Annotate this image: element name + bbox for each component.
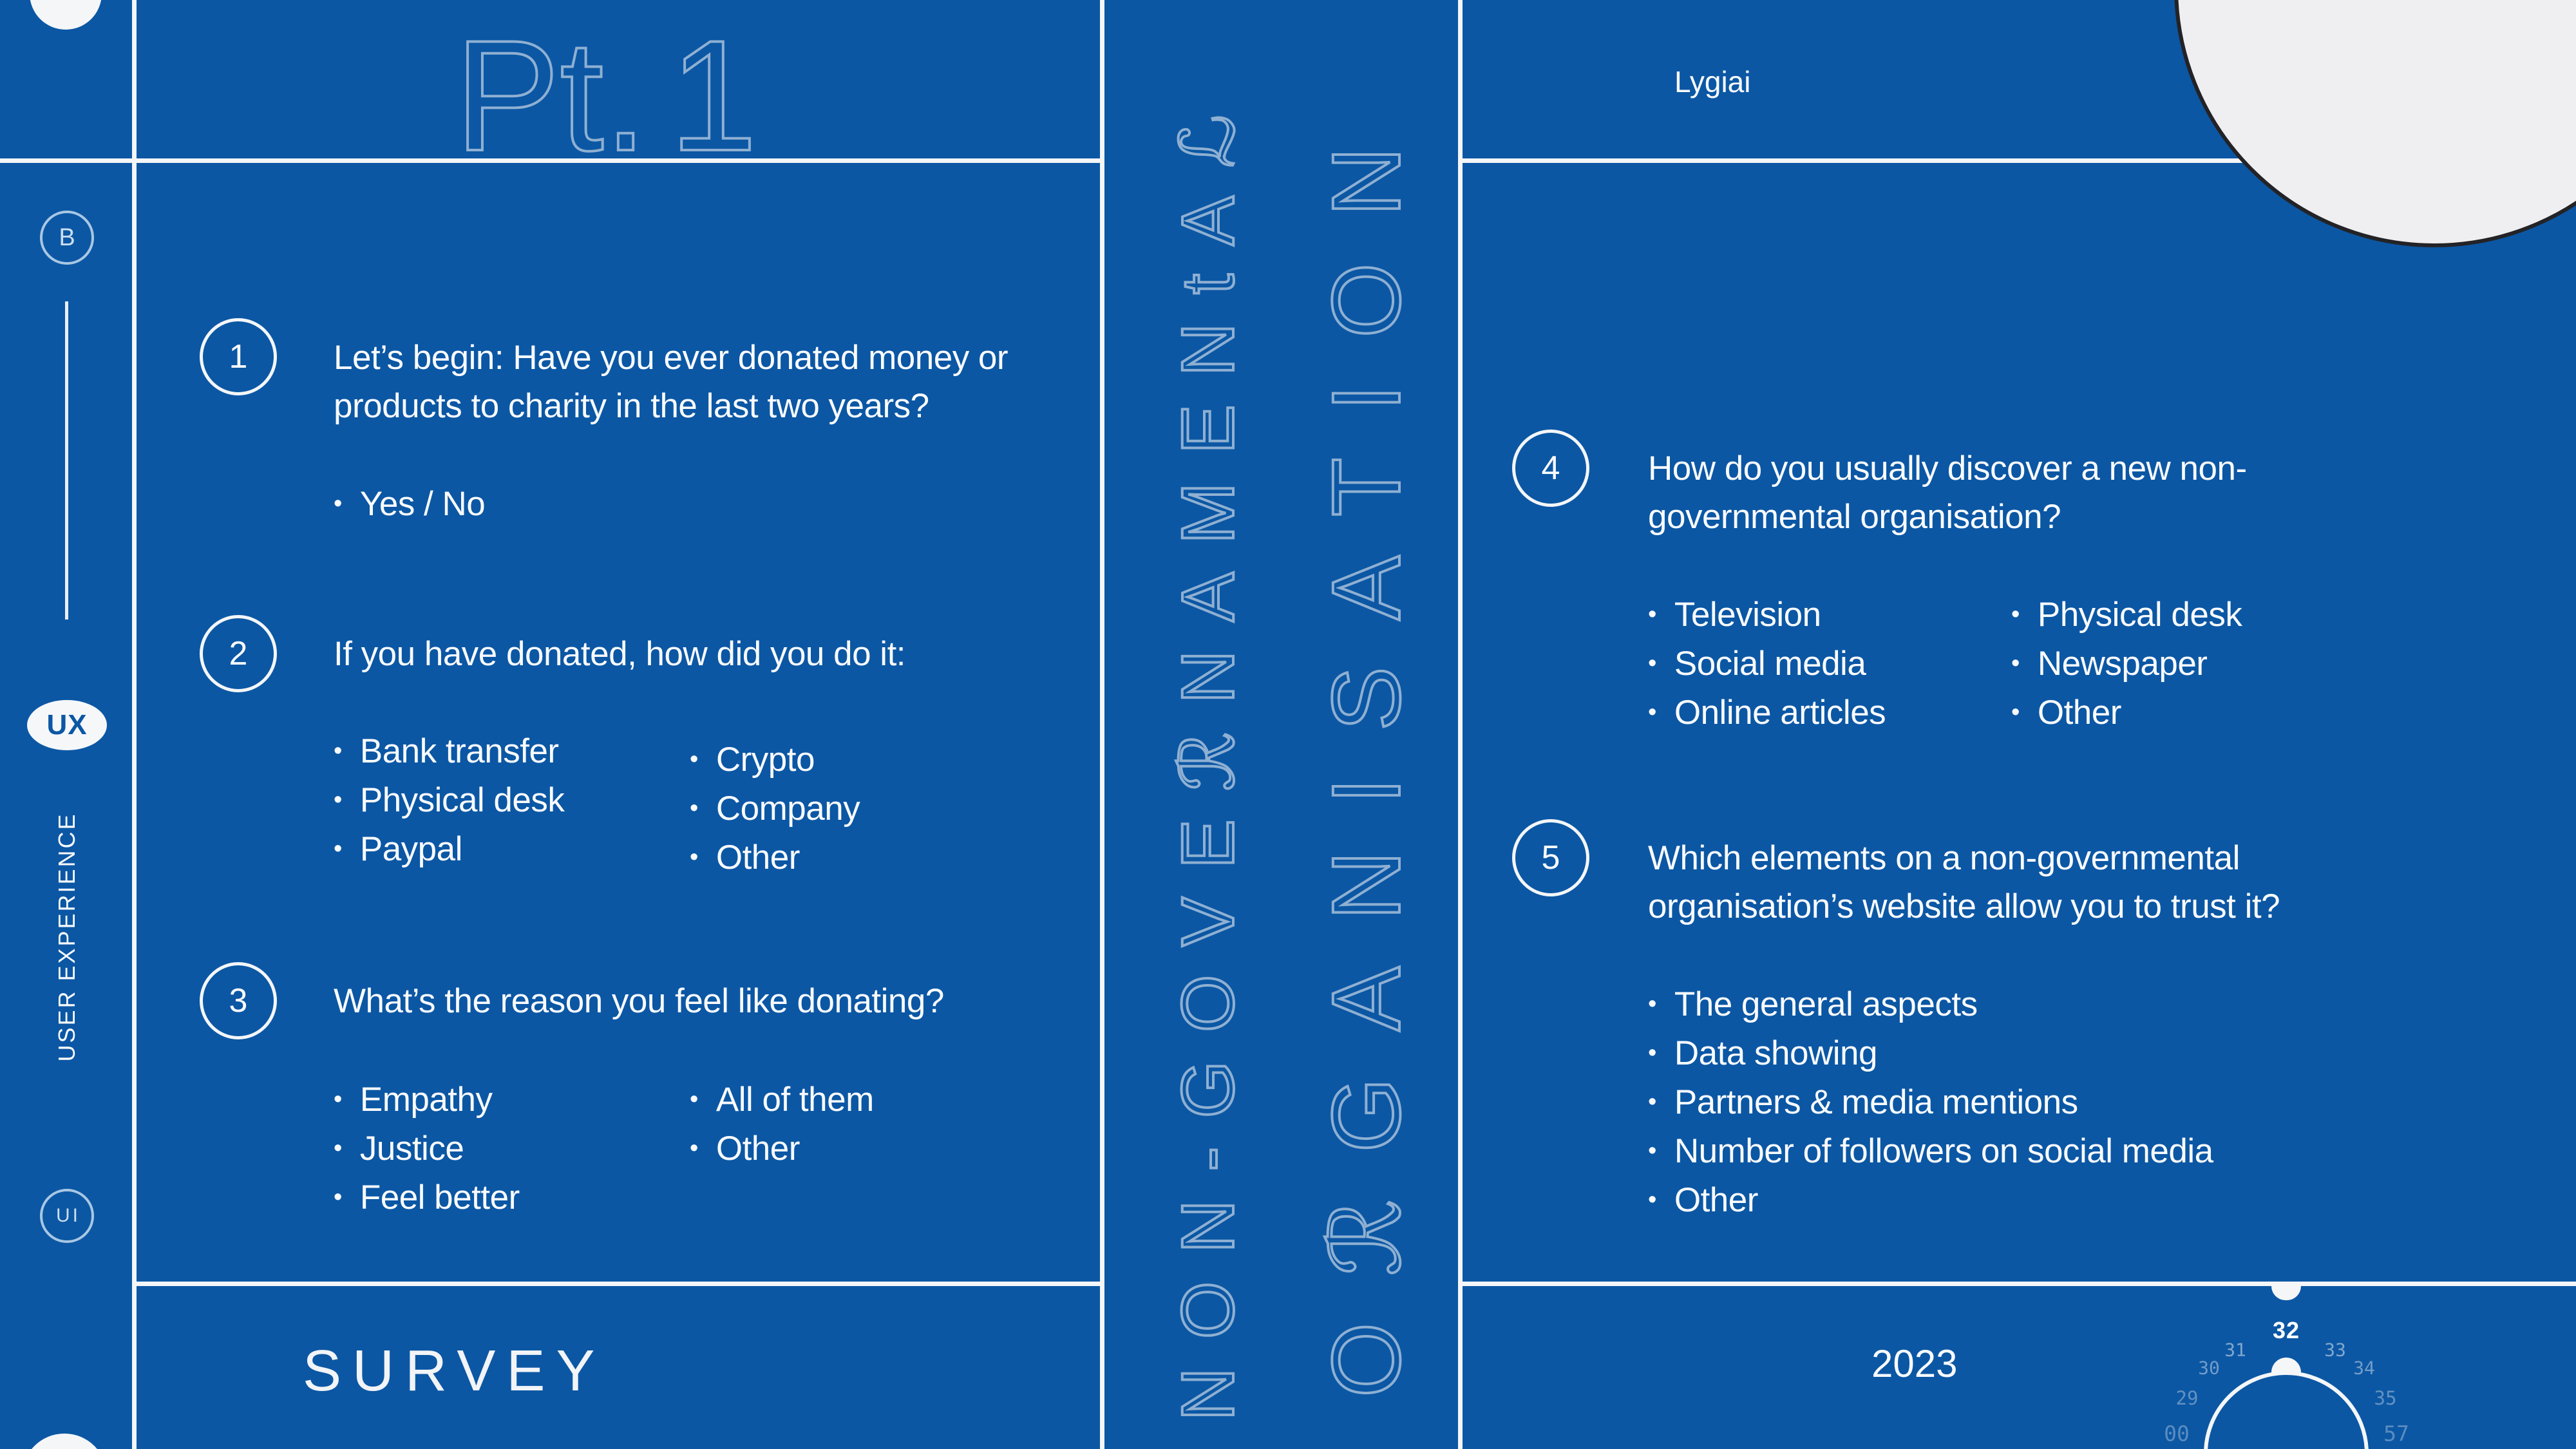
option-company: • Company [690,784,860,833]
option-partners-media: • Partners & media mentions [1648,1077,2213,1126]
banner-right-border-line [1458,0,1463,1449]
question-5-line-2: organisation’s website allow you to trust it? [1648,887,2280,925]
question-1-number: 1 [229,338,248,375]
dial-knob-marker [2271,1358,2301,1373]
dial-value-34: 34 [2353,1357,2375,1379]
option-all-of-them: • All of them [690,1075,874,1124]
question-5-number-circle [1512,819,1589,896]
question-3-text [334,977,944,1025]
time-dial-circle [2204,1371,2369,1449]
question-3-line-1: What’s the reason you feel like donating? [334,982,944,1020]
dial-value-31: 31 [2224,1339,2246,1361]
b-badge [40,211,94,265]
question-4-line-1: How do you usually discover a new non- [1648,450,2247,488]
question-2-options-col2 [690,735,860,882]
dial-value-30: 30 [2198,1357,2220,1379]
ui-badge-label: UI [56,1205,80,1226]
bottom-rule-right [1463,1282,2576,1286]
banner-word-organisation: OℛGANISATION [1312,100,1420,1398]
banner-left-border-line [1100,0,1104,1449]
dial-selected-value: 32 [2272,1317,2300,1343]
question-1-text [334,334,1008,430]
dial-value-00: 00 [2164,1421,2190,1446]
question-1-line-1: Let’s begin: Have you ever donated money or [334,339,1009,377]
option-physical-desk: • Physical desk [334,775,564,824]
question-2-number-circle [200,615,277,692]
option-general-aspects: • The general aspects [1648,980,2213,1028]
option-other: • Other [690,1124,874,1173]
question-4-options-col2 [2011,590,2242,737]
option-other: • Other [2011,688,2242,737]
brand-name: Lygiai [1674,65,1751,99]
question-2-number: 2 [229,635,248,672]
part-title-number: 1 [669,7,757,184]
option-physical-desk: • Physical desk [2011,590,2242,639]
question-5-number: 5 [1541,839,1560,876]
question-4-number: 4 [1541,450,1560,487]
dial-value-33: 33 [2324,1339,2346,1361]
option-followers: • Number of followers on social media [1648,1126,2213,1175]
option-newspaper: • Newspaper [2011,639,2242,688]
dial-top-marker [2271,1286,2301,1300]
option-empathy: • Empathy [334,1075,520,1124]
top-right-paper-circle [2174,0,2576,247]
ux-badge [27,700,107,750]
option-justice: • Justice [334,1124,520,1173]
option-other: • Other [690,833,860,882]
question-3-number-circle [200,962,277,1039]
option-crypto: • Crypto [690,735,860,784]
top-left-circle [30,0,102,30]
question-3-number: 3 [229,982,248,1019]
bottom-rule-left [137,1282,1100,1286]
question-5-options [1648,980,2213,1224]
option-feel-better: • Feel better [334,1173,520,1222]
survey-title: SURVEY [303,1339,606,1403]
part-title-prefix: Pt. [455,7,648,184]
question-1-line-2: products to charity in the last two years? [334,387,929,425]
question-4-number-circle [1512,430,1589,507]
question-2-options-col1 [334,726,564,873]
question-3-options-col1 [334,1075,520,1222]
part-title [455,7,757,184]
dial-value-35: 35 [2374,1387,2397,1409]
question-1-number-circle [200,318,277,395]
question-4-line-2: governmental organisation? [1648,498,2061,536]
question-1-options [334,479,485,528]
b-badge-label: B [59,223,75,251]
ux-badge-label: UX [46,709,88,741]
option-yes-no: • Yes / No [334,479,485,528]
dial-value-57: 57 [2383,1421,2409,1446]
banner-word-nongovernamental: NON-GOVEℛNAMENtAℒ [1167,86,1249,1421]
sidebar-divider-line [132,0,137,1449]
question-5-text [1648,834,2280,931]
sidebar-connector-line [65,301,68,620]
question-2-text [334,630,905,678]
dial-value-29: 29 [2175,1387,2199,1409]
question-4-options-col1 [1648,590,1886,737]
year-label: 2023 [1871,1342,1958,1385]
option-data-showing: • Data showing [1648,1028,2213,1077]
question-3-options-col2 [690,1075,874,1173]
option-paypal: • Paypal [334,824,564,873]
bottom-left-circle [22,1434,107,1449]
question-4-text [1648,444,2247,541]
user-experience-label: USER EXPERIENCE [53,812,80,1062]
question-5-line-1: Which elements on a non-governmental [1648,839,2240,877]
option-social-media: • Social media [1648,639,1886,688]
option-bank-transfer: • Bank transfer [334,726,564,775]
ui-badge [40,1189,94,1243]
question-2-line-1: If you have donated, how did you do it: [334,635,906,673]
option-television: • Television [1648,590,1886,639]
option-online-articles: • Online articles [1648,688,1886,737]
option-other: • Other [1648,1175,2213,1224]
